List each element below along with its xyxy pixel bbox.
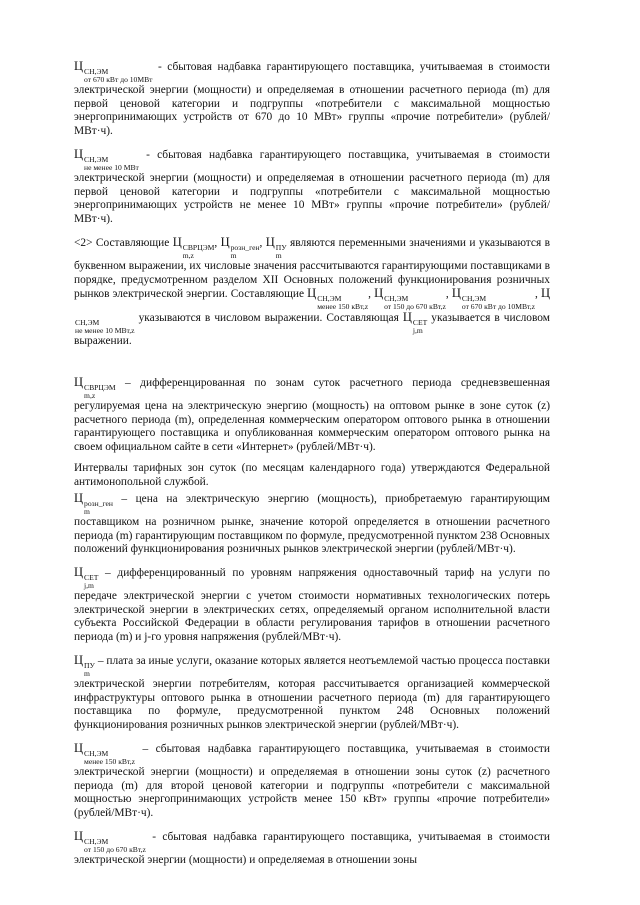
symbol-indices: СН,ЭМ от 670 кВт до 10МВт (84, 67, 153, 84)
definition-paragraph-wholesale-price (74, 376, 550, 454)
symbol-indices: ПУ m (84, 661, 95, 678)
paragraph-text: являются переменными значениями и указываются в буквенном выражении, их числовые значения рассчитываются гарантирующими поставщиками в порядке, предусмотренном разделом XII Основных положений функционирования розничных рынков электрической энергии. Составляющие (74, 237, 550, 301)
symbol-indices: розн_ген m (84, 499, 113, 516)
footnote-lead: <2> Составляющие (74, 237, 173, 249)
price-symbol: Ц (74, 741, 84, 755)
definition-paragraph-retail-price (74, 492, 550, 557)
symbol-indices: СН,ЭМ от 670 кВт до 10МВт,z (461, 294, 536, 312)
symbol-indices: СН,ЭМ менее 150 кВт,z (84, 749, 135, 766)
paragraph-text: - сбытовая надбавка гарантирующего поставщика, учитываемая в стоимости электрической энергии (мощности) и определяемая в отношении расчетного периода (m) для первой ценовой категории и подгруппы «потребители с максимальной мощностью энергопринимающих устройств не менее 10 МВт» группы «прочие потребители» (рублей/МВт·ч). (74, 149, 550, 225)
definition-paragraph-1 (74, 60, 550, 138)
price-symbol: Ц (220, 235, 230, 249)
definition-paragraph-other-services (74, 654, 550, 732)
price-symbol: Ц (74, 147, 84, 161)
price-symbol: Ц (451, 286, 461, 301)
paragraph-text: – цена на электрическую энергию (мощность), приобретаемую гарантирующим поставщиком на розничном рынке, значение которой определяется в отношении расчетного периода (m) гарантирующим поставщиком по формуле, предусмотренной пунктом 238 Основных положений функционирования розничных рынков электрической энергии (рублей/МВт·ч). (74, 493, 550, 556)
price-symbol: Ц (172, 235, 182, 249)
price-symbol: Ц (74, 653, 84, 667)
symbol-indices: СН,ЭМ не менее 10 МВт,z (75, 318, 135, 336)
symbol-indices: СЕТ j,m (412, 318, 428, 336)
symbol-indices: СВРЦЭМ m,z (182, 243, 215, 260)
price-symbol: Ц (74, 829, 84, 843)
paragraph-text: указываются в числовом выражении. Составляющая (134, 312, 403, 325)
symbol-indices: СН,ЭМ от 150 до 670 кВт,z (84, 837, 146, 854)
price-symbol: Ц (74, 491, 84, 505)
paragraph-text: указывается в числовом выражении. (74, 312, 550, 348)
price-symbol: Ц (265, 235, 275, 249)
symbol-indices: СН,ЭМ не менее 10 МВт (84, 155, 139, 172)
paragraph-text: – дифференцированная по зонам суток расчетного периода средневзвешенная регулируемая цена на электрическую энергию (мощность) на оптовом рынке в зоне суток (z) расчетного периода (m), определенная коммерческим оператором оптового рынка в отношении гарантирующего поставщика и опубликованная коммерческим оператором оптового рынка на своем официальном сайте в сети «Интернет» (рублей/МВт·ч). (74, 377, 550, 453)
footnote-paragraph: <2> Составляющие Ц СВРЦЭМ m,z , Ц розн_ген m , Ц ПУ m являются переменными значениями и указываются в буквенном выражении, их числовые значения рассчитываются гарантирующими поставщиками в порядке, предусмотренном разделом XII Основных положений функционирования розничных рынков электрической энергии. Составляющие Ц СН,ЭМ менее 150 кВт,z , Ц СН,ЭМ от 150 до 670 кВт,z , Ц СН,ЭМ от 670 кВт до 10МВт,z , Ц СН,ЭМ не менее 10 МВт,z указываются в числовом выражении. Составляющая Ц СЕТ j,m указывается в числовом выражении. (74, 235, 550, 348)
symbol-indices: ПУ m (275, 243, 287, 260)
definition-paragraph-markup-under-150 (74, 742, 550, 820)
paragraph-text: – дифференцированный по уровням напряжения одноставочный тариф на услуги по передаче электрической энергии с учетом стоимости нормативных технологических потерь электрической энергии в электрических сетях, определяемый органом исполнительной власти субъекта Российской Федерации в области регулирования тарифов в отношении расчетного периода (m) и j-го уровня напряжения (рублей/МВт·ч). (74, 567, 550, 643)
price-symbol: Ц (74, 59, 84, 73)
symbol-indices: СВРЦЭМ m,z (84, 383, 116, 400)
paragraph-tariff-zones (74, 462, 550, 489)
paragraph-text: - сбытовая надбавка гарантирующего поставщика, учитываемая в стоимости электрической энергии (мощности) и определяемая в отношении зоны (74, 831, 550, 866)
paragraph-text: – плата за иные услуги, оказание которых является неотъемлемой частью процесса поставки электрической энергии потребителям, которая рассчитывается организацией коммерческой инфраструктуры оптового рынка в отношении расчетного периода (m) для гарантирующего поставщика по формуле, предусмотренной пунктом 248 Основных положений функционирования розничных рынков электрической энергии (рублей/МВт·ч). (74, 655, 550, 731)
price-symbol: Ц (540, 286, 550, 301)
symbol-indices: СЕТ j,m (84, 573, 99, 590)
symbol-indices: СН,ЭМ от 150 до 670 кВт,z (384, 294, 446, 312)
paragraph-text: - сбытовая надбавка гарантирующего поставщика, учитываемая в стоимости электрической энергии (мощности) и определяемая в отношении расчетного периода (m) для первой ценовой категории и подгруппы «потребители с максимальной мощностью энергопринимающих устройств от 670 до 10 МВт» группы «прочие потребители» (рублей/МВт·ч). (74, 61, 550, 137)
symbol-indices: розн_ген m (230, 243, 260, 260)
price-symbol: Ц (74, 375, 84, 389)
definition-paragraph-network-tariff (74, 566, 550, 644)
price-symbol: Ц (402, 310, 412, 325)
price-symbol: Ц (74, 565, 84, 579)
definition-paragraph-markup-150-670 (74, 830, 550, 868)
symbol-indices: СН,ЭМ менее 150 кВт,z (317, 294, 369, 312)
paragraph-text: – сбытовая надбавка гарантирующего поставщика, учитываемая в стоимости электрической энергии (мощности) и определяемая в отношении зоны суток (z) расчетного периода (m) для второй ценовой категории и подгруппы «потребители с максимальной мощностью энергопринимающих устройств менее 150 кВт» группы «прочие потребители» (рублей/МВт·ч). (74, 743, 550, 819)
price-symbol: Ц (374, 286, 384, 301)
paragraph-text: Интервалы тарифных зон суток (по месяцам календарного года) утверждаются Федеральной антимонопольной службой. (74, 462, 550, 488)
price-symbol: Ц (307, 286, 317, 301)
definition-paragraph-2 (74, 148, 550, 226)
